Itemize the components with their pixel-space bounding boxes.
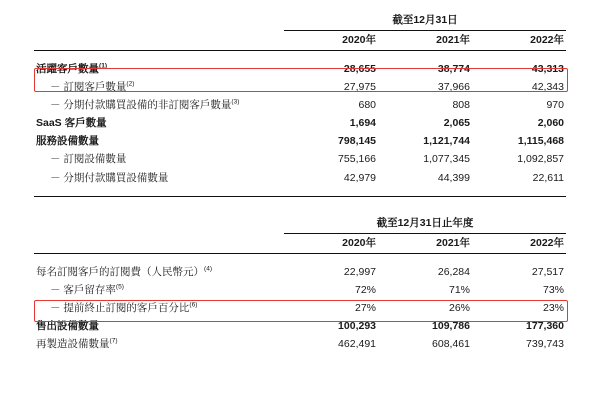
table-header-years-row-2 [34, 233, 566, 253]
row-label-early-termination-percentage [34, 299, 284, 317]
cell-value: 27% [355, 301, 377, 314]
cell-value: 100,293 [338, 319, 377, 332]
cell-value: 26,284 [437, 265, 470, 278]
row-label-serviced-devices [34, 132, 284, 150]
row-label-saas-customers [34, 114, 284, 132]
row-label-text: 活躍客戶數量 [36, 63, 99, 76]
cell-value: 26% [448, 301, 470, 314]
row-label-text: 再製造設備數量 [36, 337, 110, 350]
table-row [34, 132, 566, 150]
header-empty-cell-4 [34, 233, 284, 253]
cell-value: 808 [452, 99, 470, 112]
row-label-devices-sold [34, 317, 284, 335]
row-label-text: － 分期付款購買設備數量 [50, 171, 169, 184]
cell-value: 23% [542, 301, 564, 314]
table-row [34, 299, 566, 317]
column-header-year-2021-b: 2021年 [436, 236, 470, 249]
cell-value: 37,966 [437, 81, 470, 94]
cell-value: 27,975 [343, 81, 377, 94]
table-rule-row-2 [34, 253, 566, 263]
cell-value: 44,399 [437, 171, 470, 184]
footnote-marker: (3) [231, 98, 240, 106]
cell-value: 739,743 [526, 337, 564, 350]
cell-value: 1,077,345 [423, 153, 470, 166]
row-label-customer-retention-rate [34, 281, 284, 299]
rule-cell [34, 51, 566, 61]
row-label-subscription-fee-per-customer [34, 263, 284, 281]
table-bottom-rule-row [34, 187, 566, 197]
header-empty-cell [34, 10, 284, 31]
cell-value: 970 [546, 99, 564, 112]
row-label-text: 每名訂閱客戶的訂閱費（人民幣元） [36, 265, 204, 278]
row-label-text: 售出設備數量 [36, 319, 99, 332]
cell-value: 27,517 [531, 265, 564, 278]
cell-value: 109,786 [432, 319, 470, 332]
footnote-marker: (2) [126, 80, 135, 88]
cell-value: 22,997 [343, 265, 377, 278]
cell-value: 72% [355, 283, 377, 296]
row-label-active-customers [34, 60, 284, 78]
row-label-text: 服務設備數量 [36, 135, 99, 148]
table-row [34, 281, 566, 299]
table-row [34, 78, 566, 96]
row-label-text: － 訂閱客戶數量 [50, 81, 127, 94]
cell-value: 28,655 [343, 63, 377, 76]
row-label-subscription-devices [34, 150, 284, 168]
footnote-marker: (7) [109, 337, 118, 345]
table-header-span-row-2 [34, 213, 566, 234]
header-empty-cell-2 [34, 31, 284, 51]
header-empty-cell-3 [34, 213, 284, 234]
cell-value: 2,060 [537, 117, 564, 130]
header-period-label: 截至12月31日 [284, 10, 566, 31]
cell-value: 1,092,857 [517, 153, 564, 166]
cell-value: 1,694 [349, 117, 377, 130]
header-period-label-2: 截至12月31日止年度 [284, 213, 566, 234]
row-label-installment-devices [34, 169, 284, 187]
rule-cell [34, 253, 566, 263]
column-header-year-2021: 2021年 [436, 34, 470, 47]
row-label-text: － 訂閱設備數量 [50, 153, 127, 166]
cell-value: 1,121,744 [423, 135, 470, 148]
footnote-marker: (5) [115, 283, 124, 291]
table-header-span-row [34, 10, 566, 31]
cell-value: 38,774 [437, 63, 470, 76]
table-rule-row [34, 51, 566, 61]
section-gap [34, 197, 566, 213]
table-row [34, 169, 566, 187]
footnote-marker: (6) [189, 301, 198, 309]
column-header-year-2020: 2020年 [342, 34, 377, 47]
cell-value: 71% [448, 283, 470, 296]
metrics-table-as-of-date [34, 10, 566, 197]
column-header-year-2022-b: 2022年 [530, 236, 564, 249]
rule-cell [34, 187, 566, 197]
metrics-table-for-year [34, 213, 566, 353]
table-row [34, 335, 566, 353]
table-row [34, 263, 566, 281]
cell-value: 1,115,468 [517, 135, 564, 148]
cell-value: 22,611 [532, 171, 564, 184]
row-label-subscription-customers [34, 78, 284, 96]
table-row [34, 317, 566, 335]
table-header-years-row [34, 31, 566, 51]
cell-value: 608,461 [432, 337, 470, 350]
cell-value: 73% [542, 283, 564, 296]
cell-value: 798,145 [338, 135, 377, 148]
cell-value: 43,313 [531, 63, 564, 76]
table-row [34, 114, 566, 132]
table-row [34, 150, 566, 168]
row-label-text: － 分期付款購買設備的非訂閱客戶數量 [50, 99, 232, 112]
cell-value: 680 [358, 99, 377, 112]
row-label-remanufactured-devices [34, 335, 284, 353]
row-label-text: SaaS 客戶數量 [36, 117, 107, 130]
column-header-year-2022: 2022年 [530, 34, 564, 47]
row-label-text: － 提前終止訂閱的客戶百分比 [50, 301, 190, 314]
cell-value: 2,065 [443, 117, 470, 130]
cell-value: 462,491 [338, 337, 377, 350]
row-label-text: － 客戶留存率 [50, 283, 116, 296]
cell-value: 42,343 [531, 81, 564, 94]
table-row [34, 60, 566, 78]
cell-value: 755,166 [338, 153, 377, 166]
row-label-installment-nonsubscription-customers [34, 96, 284, 114]
cell-value: 42,979 [343, 171, 377, 184]
footnote-marker: (1) [99, 62, 108, 70]
column-header-year-2020-b: 2020年 [342, 236, 377, 249]
cell-value: 177,360 [526, 319, 564, 332]
table-row [34, 96, 566, 114]
footnote-marker: (4) [204, 265, 213, 273]
